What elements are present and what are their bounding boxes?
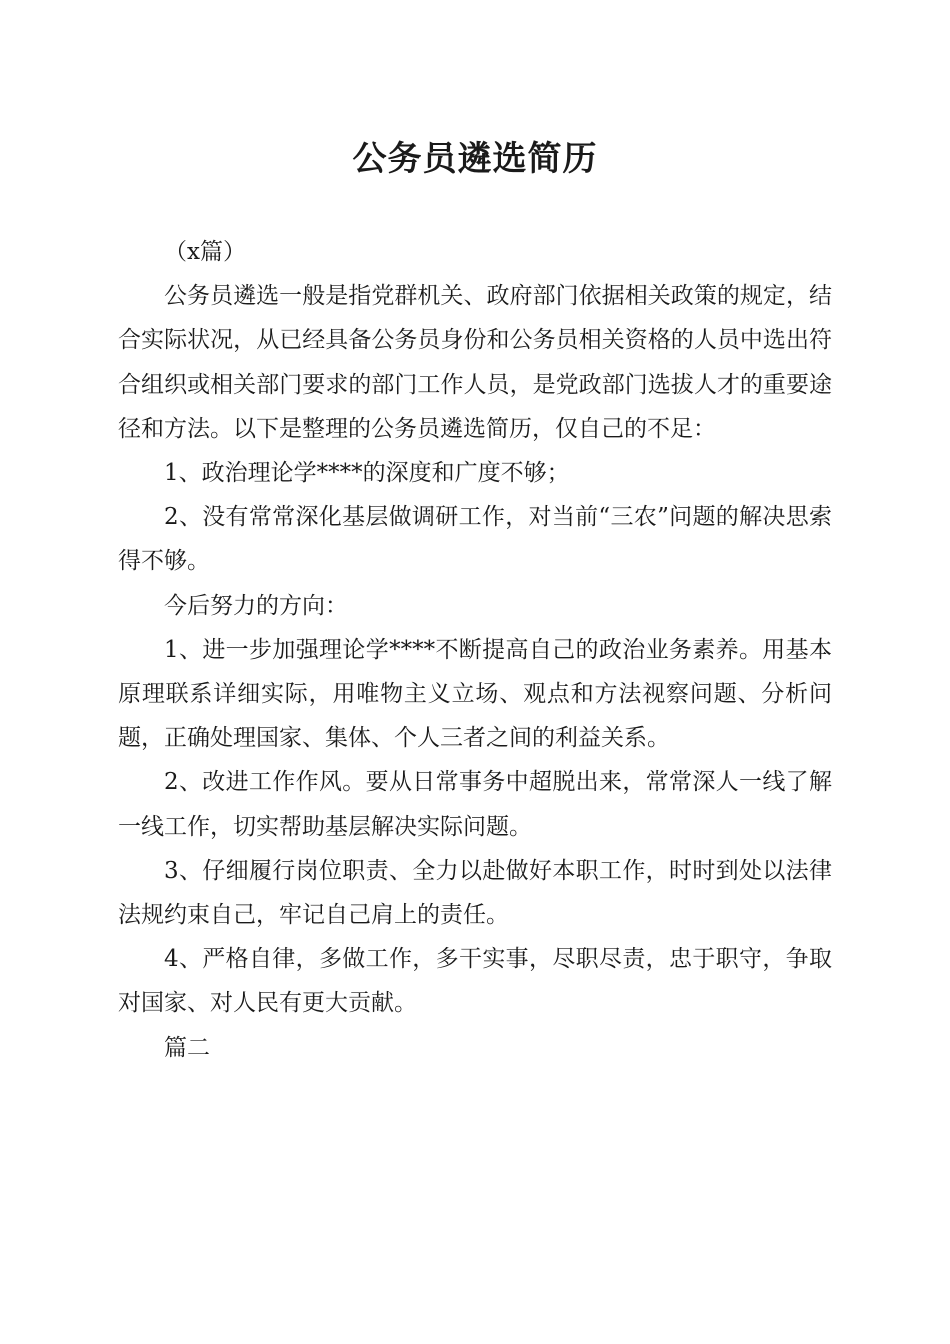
shortcoming-item-1: 1、政治理论学****的深度和广度不够； — [164, 460, 570, 487]
direction-item-4: 4、严格自律，多做工作，多干实事，尽职尽责，忠于职守，争取对国家、对人民有更大贡献。 — [118, 946, 832, 1017]
section-label-2: 篇二 — [164, 1034, 210, 1061]
direction-item-1: 1、进一步加强理论学****不断提高自己的政治业务素养。用基本原理联系详细实际，用唯物主义立场、观点和方法视察问题、分析问题，正确处理国家、集体、个人三者之间的利益关系。 — [118, 636, 832, 752]
document-title: 公务员遴选简历 — [352, 139, 598, 179]
section-label: （x篇） — [164, 239, 246, 265]
shortcoming-item-2: 2、没有常常深化基层做调研工作，对当前“三农”问题的解决思索得不够。 — [118, 504, 832, 575]
direction-item-2: 2、改进工作作风。要从日常事务中超脱出来，常常深人一线了解一线工作，切实帮助基层解决实际问题。 — [118, 769, 832, 840]
direction-heading: 今后努力的方向： — [164, 592, 348, 619]
direction-item-3: 3、仔细履行岗位职责、全力以赴做好本职工作，时时到处以法律法规约束自己，牢记自己肩上的责任。 — [118, 857, 832, 929]
document-body — [118, 230, 832, 1070]
intro-paragraph: 公务员遴选一般是指党群机关、政府部门依据相关政策的规定，结合实际状况，从已经具备公务员身份和公务员相关资格的人员中选出符合组织或相关部门要求的部门工作人员，是党政部门选拔人才的重要途径和方法。以下是整理的公务员遴选简历，仅自己的不足： — [118, 283, 832, 442]
